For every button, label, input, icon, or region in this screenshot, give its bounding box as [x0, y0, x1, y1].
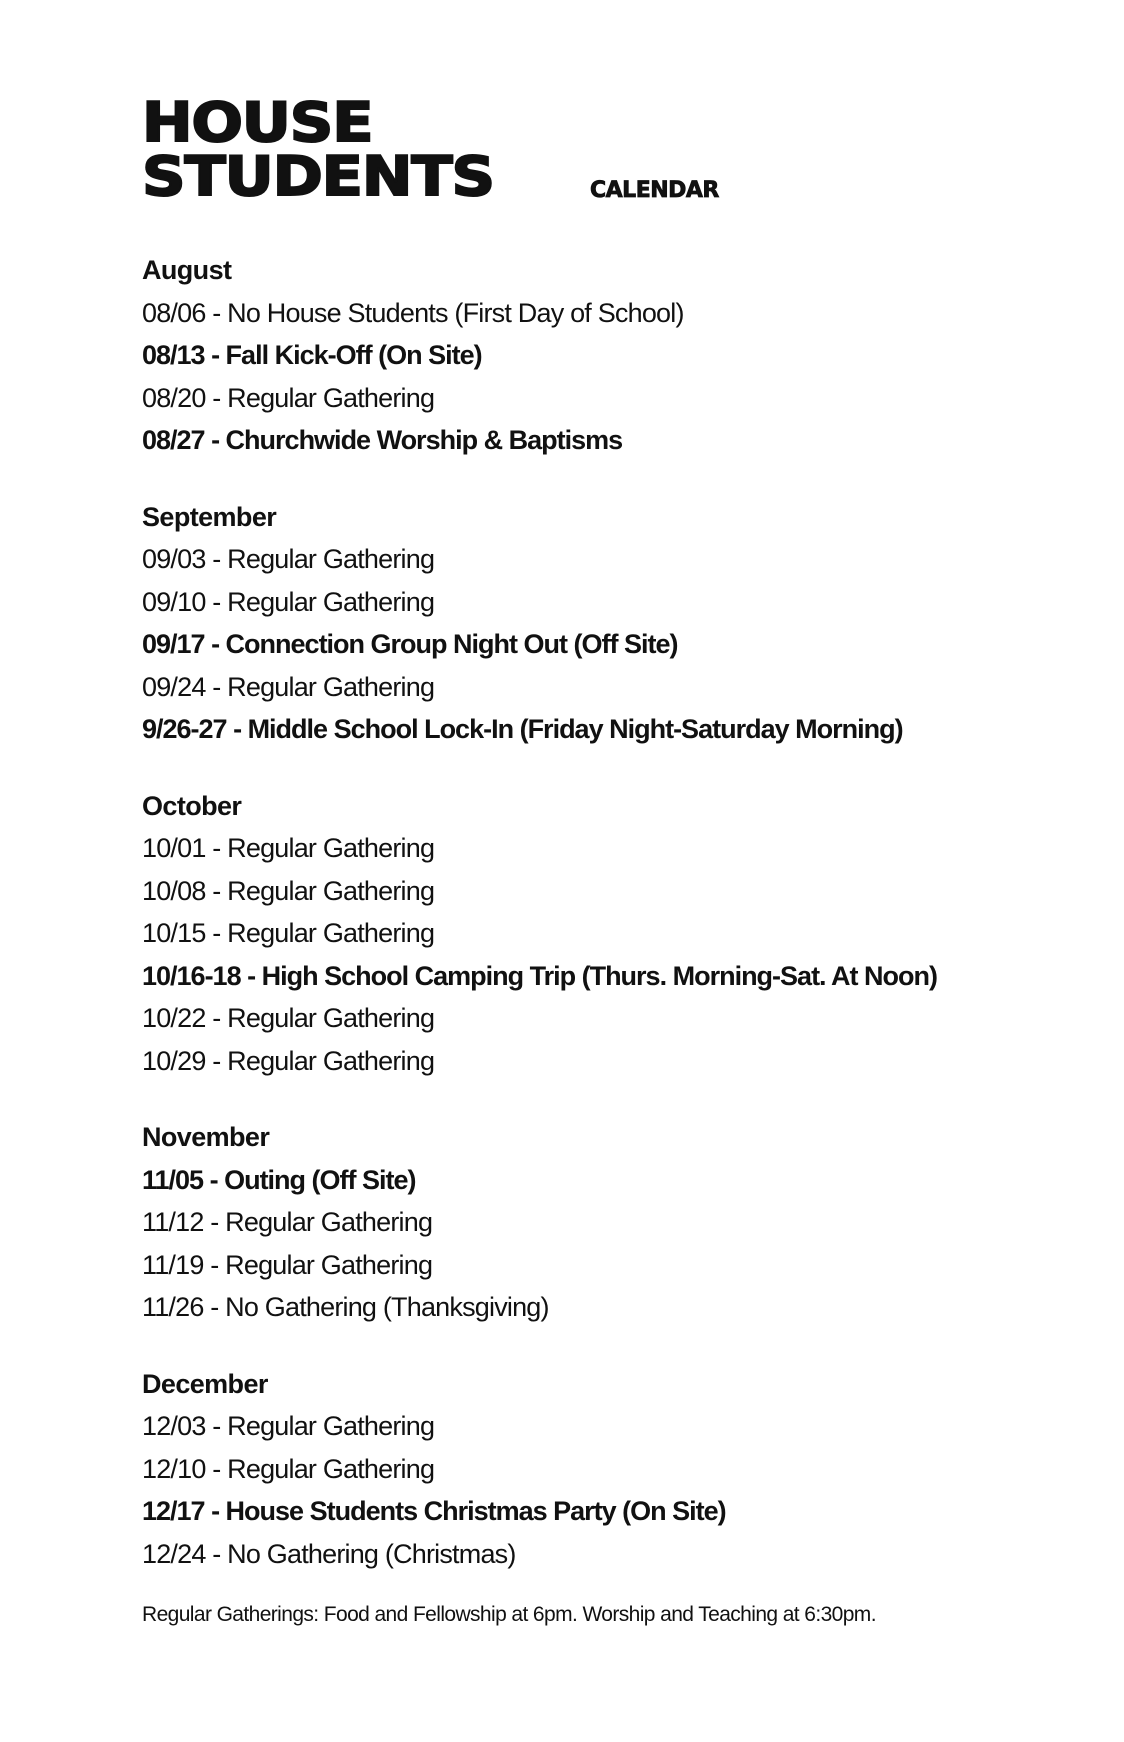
month-section-september: [142, 496, 1042, 751]
event-row: 11/26 - No Gathering (Thanksgiving): [142, 1292, 549, 1322]
month-section-august: [142, 249, 1042, 462]
event-highlight-row: 11/05 - Outing (Off Site): [142, 1164, 416, 1195]
title-line-students: STUDENTS: [142, 145, 494, 208]
event-row: 10/08 - Regular Gathering: [142, 875, 435, 906]
event-row: 08/20 - Regular Gathering: [142, 382, 435, 413]
event-highlight-row: 08/13 - Fall Kick-Off (On Site): [142, 340, 482, 370]
event-row: 12/10 - Regular Gathering: [142, 1453, 435, 1484]
event-row: 08/06 - No House Students (First Day of School): [142, 297, 684, 328]
event-highlight-row: 10/16-18 - High School Camping Trip (Thurs. Morning-Sat. At Noon): [142, 960, 938, 991]
event-row: 12/24 - No Gathering (Christmas): [142, 1538, 516, 1569]
month-heading: November: [142, 1122, 270, 1152]
month-heading: September: [142, 501, 277, 532]
event-highlight-row: 9/26-27 - Middle School Lock-In (Friday Night-Saturday Morning): [142, 714, 903, 744]
footer-note: Regular Gatherings: Food and Fellowship at 6pm. Worship and Teaching at 6:30pm.: [142, 1603, 876, 1626]
title-line-house: HOUSE: [142, 91, 373, 154]
calendar-page: [142, 91, 1042, 1627]
event-row: 09/10 - Regular Gathering: [142, 586, 435, 617]
event-row: 10/29 - Regular Gathering: [142, 1045, 435, 1076]
event-row: 12/03 - Regular Gathering: [142, 1411, 435, 1441]
month-heading: December: [142, 1368, 268, 1399]
event-row: 10/22 - Regular Gathering: [142, 1003, 435, 1033]
month-section-november: [142, 1116, 1042, 1329]
event-row: 11/12 - Regular Gathering: [142, 1207, 433, 1237]
calendar-subtitle: CALENDAR: [590, 178, 719, 203]
month-heading: October: [142, 790, 242, 821]
calendar-header: [142, 91, 1042, 212]
event-row: 10/01 - Regular Gathering: [142, 833, 435, 863]
month-heading: August: [142, 255, 232, 285]
event-row: 10/15 - Regular Gathering: [142, 918, 435, 948]
event-highlight-row: 08/27 - Churchwide Worship & Baptisms: [142, 425, 623, 455]
month-section-december: [142, 1363, 1042, 1576]
event-highlight-row: 12/17 - House Students Christmas Party (On Site): [142, 1496, 726, 1526]
event-highlight-row: 09/17 - Connection Group Night Out (Off Site): [142, 629, 678, 659]
event-row: 09/03 - Regular Gathering: [142, 544, 435, 574]
event-row: 09/24 - Regular Gathering: [142, 671, 435, 702]
event-row: 11/19 - Regular Gathering: [142, 1249, 433, 1280]
months-list: [142, 249, 1042, 1575]
month-section-october: [142, 785, 1042, 1083]
